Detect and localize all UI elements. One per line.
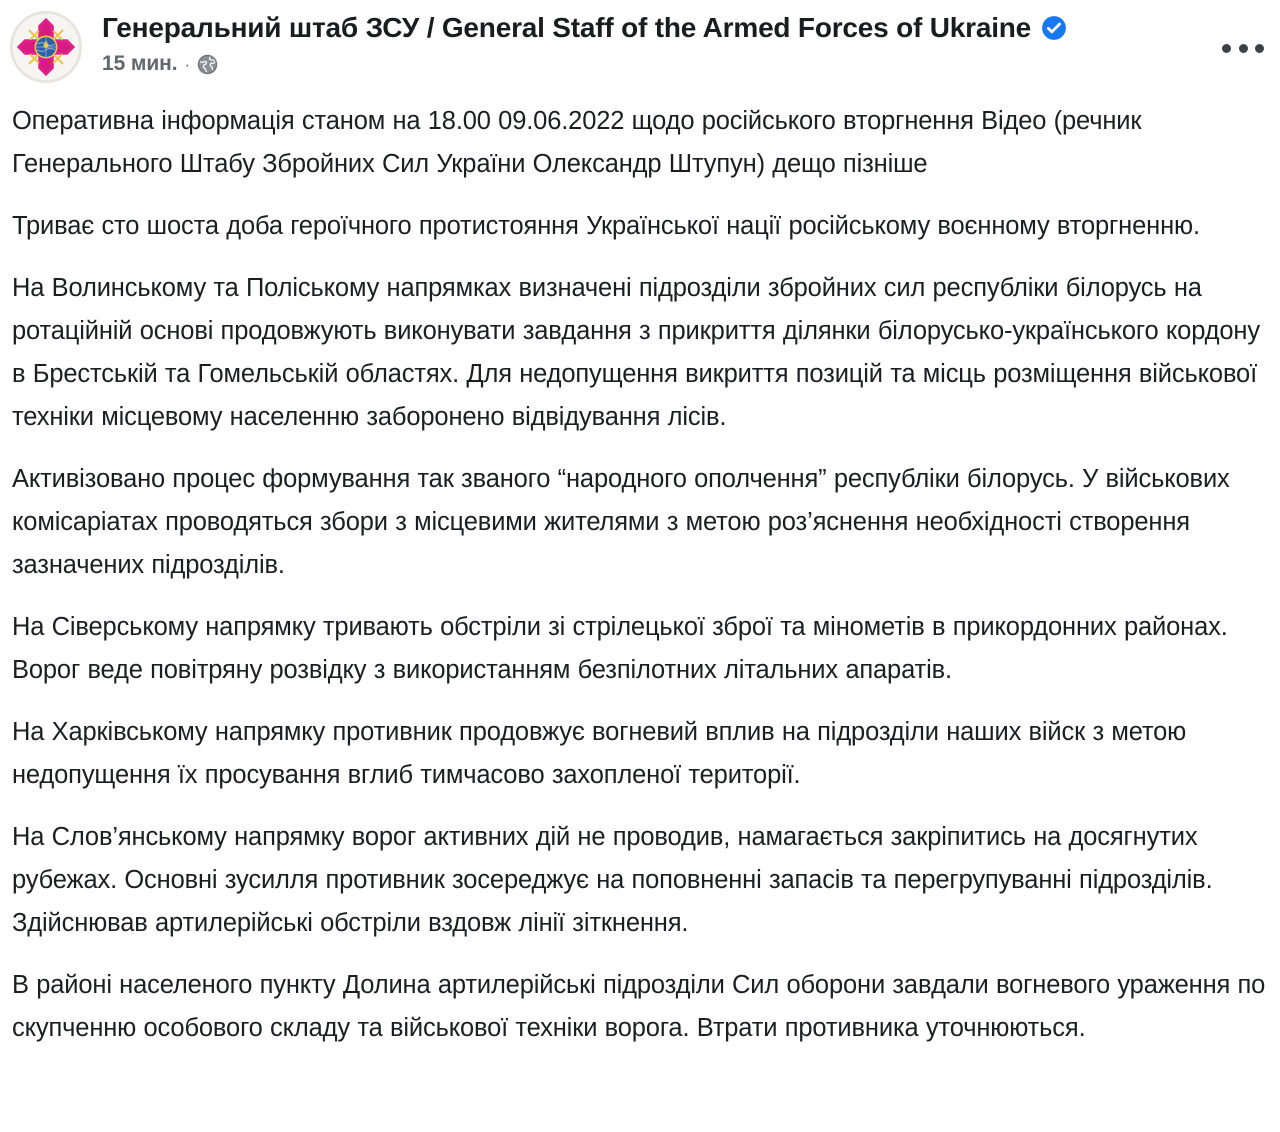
post-header — [0, 0, 1280, 96]
page-name[interactable]: Генеральний штаб ЗСУ / General Staff of the Armed Forces of Ukraine — [102, 12, 1032, 43]
post-body — [0, 100, 1280, 1050]
post-paragraph: На Харківському напрямку противник продовжує вогневий вплив на підрозділи наших війск з метою недопущення їх просування вглиб тимчасово захопленої території. — [12, 718, 1187, 789]
post-paragraph: Триває сто шоста доба героїчного протистояння Української нації російському воєнному вторгненню. — [12, 212, 1200, 240]
menu-dot — [1239, 44, 1248, 53]
post-author-block — [102, 9, 1266, 76]
ukraine-armed-forces-emblem-icon[interactable] — [10, 11, 82, 83]
globe-public-icon[interactable] — [197, 54, 218, 75]
post-paragraph: В районі населеного пункту Долина артилерійські підрозділи Сил оборони завдали вогневого ураження по скупченню особового складу та військової техніки ворога. Втрати противника уточнюються. — [12, 971, 1266, 1042]
post-paragraph: На Слов’янському напрямку ворог активних дій не проводив, намагається закріпитись на досягнутих рубежах. Основні зусилля противник зосереджує на поповненні запасів та перегрупуванні підрозділів. Здійснював артилерійські обстріли вздовж лінії зіткнення. — [12, 823, 1213, 937]
post-paragraph: На Сіверському напрямку тривають обстріли зі стрілецької зброї та мінометів в прикордонних районах. Ворог веде повітряну розвідку з використанням безпілотних літальних апаратів. — [12, 613, 1228, 684]
post-timestamp[interactable]: 15 мин. — [102, 52, 178, 75]
more-options-icon[interactable] — [1222, 36, 1264, 60]
verified-badge-icon — [1041, 15, 1067, 41]
menu-dot — [1255, 44, 1264, 53]
meta-separator: · — [184, 54, 191, 74]
post-meta-row — [102, 52, 1266, 76]
post-paragraph: Активізовано процес формування так званого “народного ополчення” республіки білорусь. У військових комісаріатах проводяться збори з місцевими жителями з метою роз’яснення необхідності створення зазначених підрозділів. — [12, 465, 1230, 579]
post-paragraph: На Волинському та Поліському напрямках визначені підрозділи збройних сил республіки білорусь на ротаційній основі продовжують виконувати завдання з прикриття ділянки білорусько-українського кордону в Брестській та Гомельській областях. Для недопущення викриття позицій та місць розміщення військової техніки місцевому населенню заборонено відвідування лісів. — [12, 274, 1260, 431]
post-paragraph: Оперативна інформація станом на 18.00 09.06.2022 щодо російського вторгнення Відео (речник Генерального Штабу Збройних Сил України Олександр Штупун) дещо пізніше — [12, 107, 1142, 178]
menu-dot — [1222, 44, 1231, 53]
page-name-row — [102, 11, 1266, 45]
